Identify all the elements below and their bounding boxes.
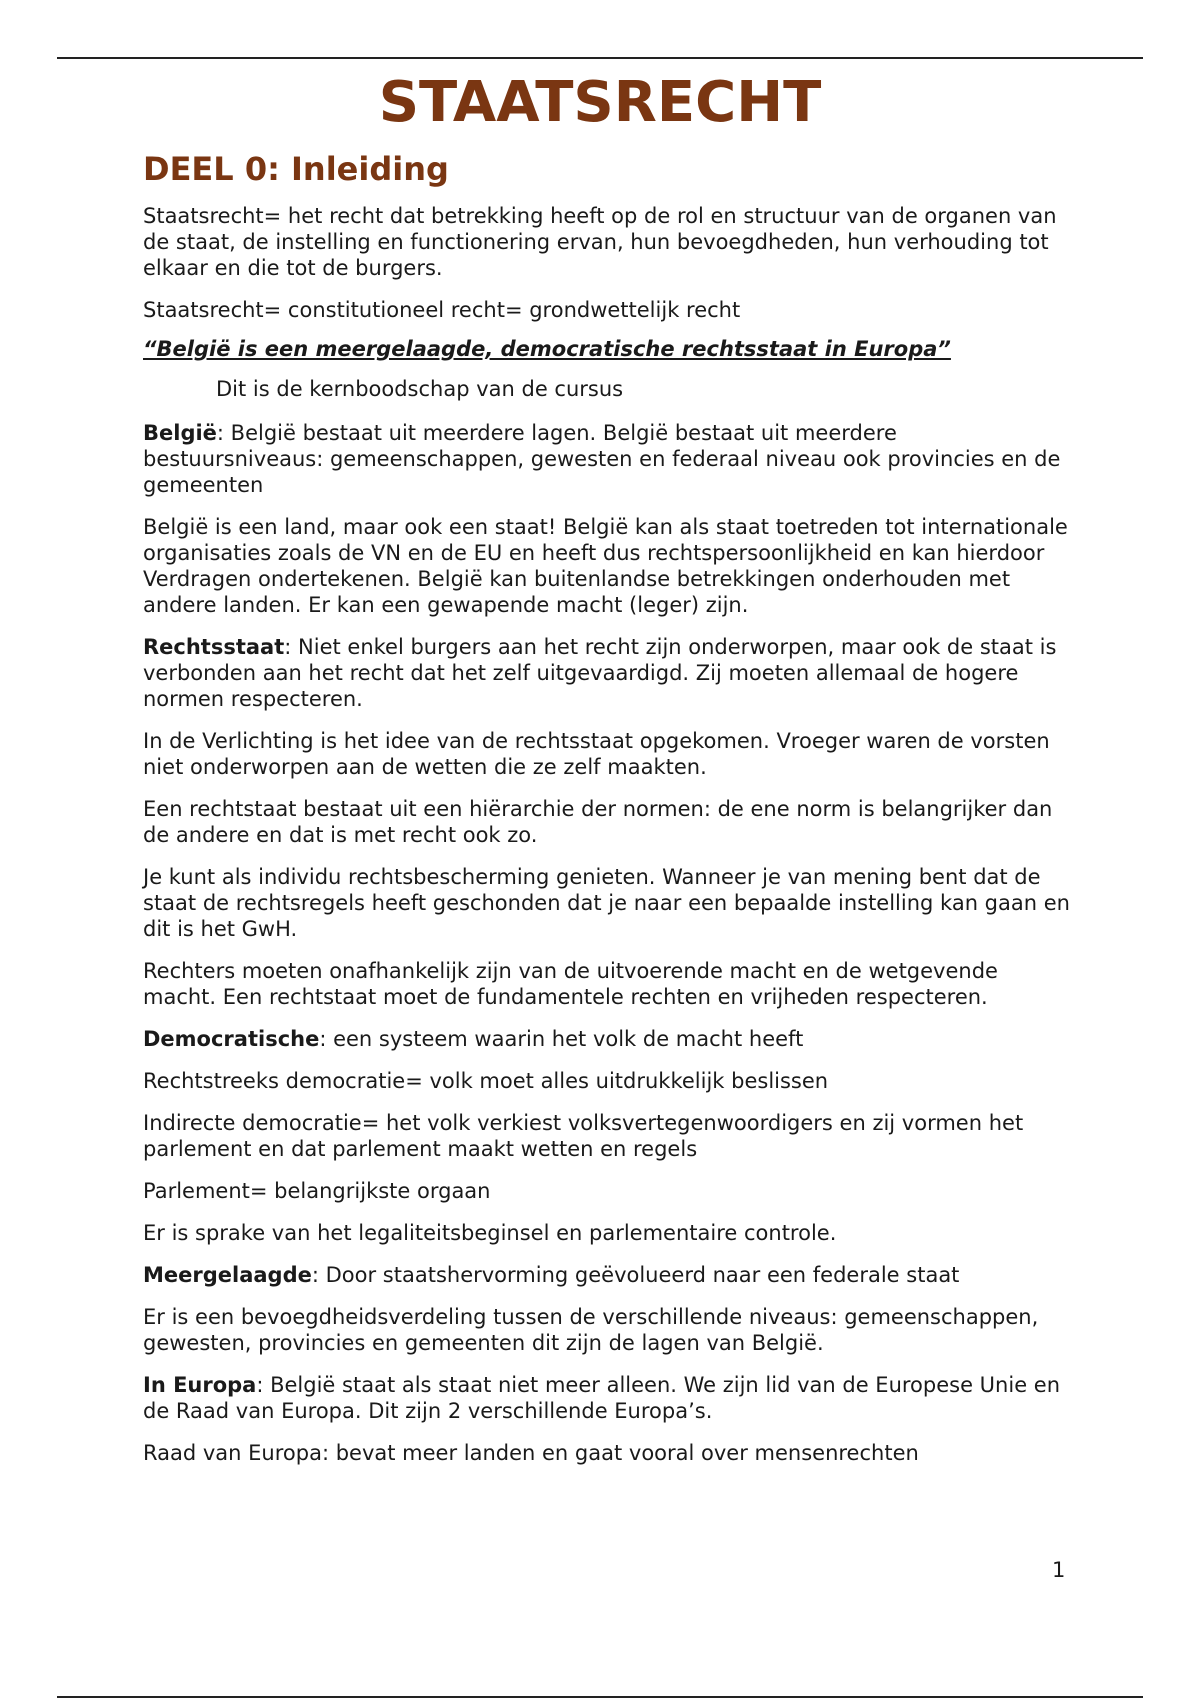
paragraph-verlichting: In de Verlichting is het idee van de rechtsstaat opgekomen. Vroeger waren de vorsten niet onderworpen aan de wetten die ze zelf maakten. xyxy=(143,729,1050,779)
paragraph-raad: Raad van Europa: bevat meer landen en gaat vooral over mensenrechten xyxy=(143,1441,919,1465)
paragraph-legaliteit: Er is sprake van het legaliteitsbeginsel en parlementaire controle. xyxy=(143,1221,837,1245)
core-quote: “België is een meergelaagde, democratische rechtsstaat in Europa” xyxy=(143,337,951,361)
term-meergelaagde: Meergelaagde xyxy=(143,1263,312,1287)
paragraph-definition: Staatsrecht= het recht dat betrekking heeft op de rol en structuur van de organen van de staat, de instelling en functionering ervan, hun bevoegdheden, hun verhouding tot elkaar en die tot de burgers. xyxy=(143,204,1057,280)
paragraph-indirect: Indirecte democratie= het volk verkiest volksvertegenwoordigers en zij vormen het parlement en dat parlement maakt wetten en regels xyxy=(143,1111,1024,1161)
paragraph-hierarchie: Een rechtstaat bestaat uit een hiërarchie der normen: de ene norm is belangrijker dan de andere en dat is met recht ook zo. xyxy=(143,797,1053,847)
footer-rule xyxy=(57,1696,1143,1698)
document-body xyxy=(143,150,1073,1482)
paragraph-belgie xyxy=(143,420,1073,498)
paragraph-synonyms: Staatsrecht= constitutioneel recht= grondwettelijk recht xyxy=(143,298,741,322)
term-europa: In Europa xyxy=(143,1373,257,1397)
paragraph-land: België is een land, maar ook een staat! België kan als staat toetreden tot internationale organisaties zoals de VN en de EU en heeft dus rechtspersoonlijkheid en kan hierdoor Verdragen ondertekenen. België kan buitenlandse betrekkingen onderhouden met andere landen. Er kan een gewapende macht (leger) zijn. xyxy=(143,515,1068,617)
text-meergelaagde: : Door staatshervorming geëvolueerd naar een federale staat xyxy=(311,1263,960,1287)
paragraph-parlement: Parlement= belangrijkste orgaan xyxy=(143,1179,491,1203)
paragraph-individu: Je kunt als individu rechtsbescherming genieten. Wanneer je van mening bent dat de staat de rechtsregels heeft geschonden dat je naar een bepaalde instelling kan gaan en dit is het GwH. xyxy=(143,865,1070,941)
document-title: STAATSRECHT xyxy=(378,70,822,135)
text-belgie: : België bestaat uit meerdere lagen. België bestaat uit meerdere bestuursniveaus: gemeenschappen, gewesten en federaal niveau ook provincies en de gemeenten xyxy=(143,421,1061,497)
paragraph-europa xyxy=(143,1372,1073,1424)
page-number: 1 xyxy=(1052,1558,1066,1582)
text-democratische: : een systeem waarin het volk de macht heeft xyxy=(319,1027,804,1051)
text-europa: : België staat als staat niet meer alleen. We zijn lid van de Europese Unie en de Raad van Europa. Dit zijn 2 verschillende Europa’s. xyxy=(143,1373,1061,1423)
indented-note: Dit is de kernboodschap van de cursus xyxy=(216,377,624,401)
term-rechtsstaat: Rechtsstaat xyxy=(143,635,285,659)
term-belgie: België xyxy=(143,421,217,445)
paragraph-meergelaagde xyxy=(143,1262,1073,1288)
text-rechtsstaat: : Niet enkel burgers aan het recht zijn onderworpen, maar ook de staat is verbonden aan het recht dat het zelf uitgevaardigd. Zij moeten allemaal de hogere normen respecteren. xyxy=(143,635,1057,711)
paragraph-rechtstreeks: Rechtstreeks democratie= volk moet alles uitdrukkelijk beslissen xyxy=(143,1069,829,1093)
paragraph-rechters: Rechters moeten onafhankelijk zijn van de uitvoerende macht en de wetgevende macht. Een rechtstaat moet de fundamentele rechten en vrijheden respecteren. xyxy=(143,959,998,1009)
paragraph-rechtsstaat xyxy=(143,634,1073,712)
paragraph-democratische xyxy=(143,1026,1073,1052)
header-rule xyxy=(57,57,1143,59)
paragraph-bevoegdheid: Er is een bevoegdheidsverdeling tussen de verschillende niveaus: gemeenschappen, gewesten, provincies en gemeenten dit zijn de lagen van België. xyxy=(143,1305,1039,1355)
term-democratische: Democratische xyxy=(143,1027,320,1051)
section-heading: DEEL 0: Inleiding xyxy=(143,150,449,188)
